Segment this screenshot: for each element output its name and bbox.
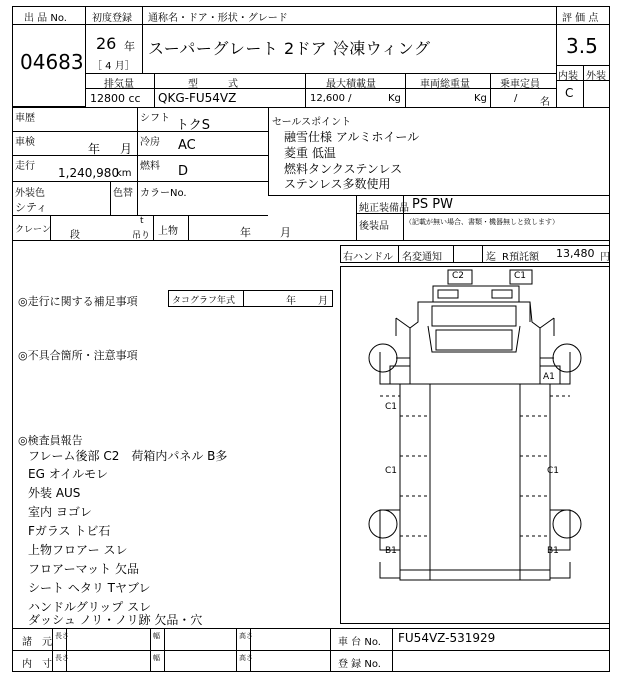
diagram-mark-b1-left: B1: [385, 546, 397, 556]
first-reg-label: 初度登録: [92, 13, 132, 24]
crane-lift: 吊り: [132, 231, 151, 241]
aircon-value: AC: [178, 138, 196, 153]
color-label: 外装色: [15, 188, 45, 199]
displacement-value: 12800 cc: [90, 92, 141, 105]
shift-label: シフト: [140, 113, 170, 124]
crane-stage: 段: [70, 230, 80, 241]
sales-points-label: セールスポイント: [272, 117, 352, 128]
lot-number: 04683: [20, 50, 84, 74]
gross-weight-label: 車両総重量: [420, 79, 470, 90]
inspector-line: EG オイルモレ: [28, 467, 109, 481]
handle-side: 右ハンドル: [343, 252, 393, 263]
crane-t: t: [140, 216, 144, 226]
tacho-label: タコグラフ年式: [172, 296, 236, 306]
eval-label: 評 価 点: [562, 13, 599, 24]
inspector-line: Fガラス トビ石: [28, 524, 111, 538]
sales-point-2: 菱重 低温: [284, 146, 336, 160]
aftermarket-label: 後装品: [359, 221, 389, 232]
lot-label: 出 品 No.: [24, 13, 67, 24]
model-code: QKG-FU54VZ: [158, 91, 237, 105]
inspector-line: 上物フロアー スレ: [28, 543, 128, 557]
sales-point-4: ステンレス多数使用: [284, 177, 391, 191]
displacement-label: 排気量: [104, 79, 134, 90]
aftermarket-note: （記載が無い場合、書類・機器無しと致します）: [405, 218, 559, 226]
aircon-label: 冷房: [140, 137, 160, 148]
inspector-line: 室内 ヨゴレ: [28, 505, 92, 519]
tacho-month: 月: [318, 296, 328, 307]
inspector-line: フレーム後部 C2 荷箱内パネル B多: [28, 449, 228, 463]
gross-weight-unit: Kg: [474, 93, 487, 104]
chassis-number: FU54VZ-531929: [398, 631, 496, 645]
genuine-equipment-value: PS PW: [412, 197, 453, 212]
dims-height: 高さ: [239, 632, 253, 640]
reg-month: ［ 4 月］: [92, 61, 135, 72]
interior-dims-label: 内 寸: [22, 659, 52, 670]
diagram-mark-c1-left-front: C1: [385, 402, 398, 412]
interior-grade: C: [565, 86, 574, 100]
capacity-unit: 名: [540, 97, 550, 108]
crane-label: クレーン: [15, 225, 51, 235]
inspector-line: シート ヘタリ Tヤブレ: [28, 581, 151, 595]
dims-length: 長さ: [55, 632, 69, 640]
interior-label: 内装: [558, 71, 578, 82]
driving-notes-label: ◎走行に関する補足事項: [18, 295, 138, 308]
inspector-line: ダッシュ ノリ・ノリ跡 欠品・穴: [28, 613, 203, 627]
shift-value: トクS: [176, 118, 210, 133]
diagram-mark-c1-left-mid: C1: [385, 466, 398, 476]
model-label: 型 式: [188, 79, 238, 90]
max-load-unit: Kg: [388, 93, 401, 104]
yen-unit: 円: [600, 252, 610, 263]
inspector-line: フロアーマット 欠品: [28, 562, 139, 576]
fuel-label: 燃料: [140, 161, 160, 172]
top-month: 月: [280, 226, 291, 239]
inspection-year: 年: [88, 142, 101, 156]
max-load-value: 12,600 /: [310, 93, 352, 104]
color-change-label: 色替: [113, 188, 133, 199]
recycle-label: R預託額: [502, 252, 539, 263]
max-load-label: 最大積載量: [326, 79, 376, 90]
history-label: 車歴: [15, 113, 35, 124]
eval-score: 3.5: [566, 34, 598, 58]
color-value: シティ: [15, 201, 48, 214]
exterior-label: 外装: [586, 71, 606, 82]
diagram-mark-c1-top: C1: [514, 271, 527, 281]
mileage-label: 走行: [15, 161, 35, 172]
mileage-value: 1,240,980: [58, 166, 120, 180]
diagram-mark-a1: A1: [543, 372, 555, 382]
fuel-value: D: [178, 164, 189, 179]
sales-point-3: 燃料タンクステンレス: [284, 162, 403, 176]
inspection-month: 月: [120, 142, 133, 156]
capacity-label: 乗車定員: [500, 79, 540, 90]
dims-width: 幅: [153, 632, 160, 640]
chassis-label: 車 台 No.: [338, 637, 381, 648]
reg-year: 26: [96, 34, 117, 53]
registration-label: 登 録 No.: [338, 659, 381, 670]
deadline-mark: 迄: [486, 252, 496, 263]
inspector-line: 外装 AUS: [28, 486, 81, 500]
truck-diagram: [340, 266, 610, 624]
vehicle-name: スーパーグレート 2ドア 冷凍ウィング: [148, 39, 431, 58]
diagram-mark-b1-right: B1: [547, 546, 559, 556]
name-label: 通称名・ドア・形状・グレード: [148, 13, 288, 24]
inner-height: 高さ: [239, 654, 253, 662]
genuine-equipment-label: 純正装備品: [359, 203, 409, 214]
dims-label: 諸 元: [22, 637, 52, 648]
inspection-label: 車検: [15, 137, 35, 148]
diagram-mark-c1-right-mid: C1: [547, 466, 560, 476]
reg-year-unit: 年: [124, 40, 135, 53]
sales-point-1: 融雪仕様 アルミホイール: [284, 130, 420, 144]
inspector-label: ◎検査員報告: [18, 434, 83, 447]
inner-length: 長さ: [55, 654, 69, 662]
mileage-unit: km: [116, 168, 132, 179]
name-change-label: 名変通知: [402, 252, 442, 263]
recycle-value: 13,480: [556, 247, 595, 260]
diagram-mark-c2: C2: [452, 271, 465, 281]
inner-width: 幅: [153, 654, 160, 662]
inspector-line: ハンドルグリップ スレ: [28, 600, 152, 614]
top-label: 上物: [158, 226, 178, 237]
tacho-year: 年: [286, 296, 296, 307]
color-number-label: カラーNo.: [140, 188, 187, 199]
capacity-value: /: [514, 93, 518, 104]
defects-label: ◎不具合箇所・注意事項: [18, 349, 138, 362]
top-year: 年: [240, 226, 251, 239]
